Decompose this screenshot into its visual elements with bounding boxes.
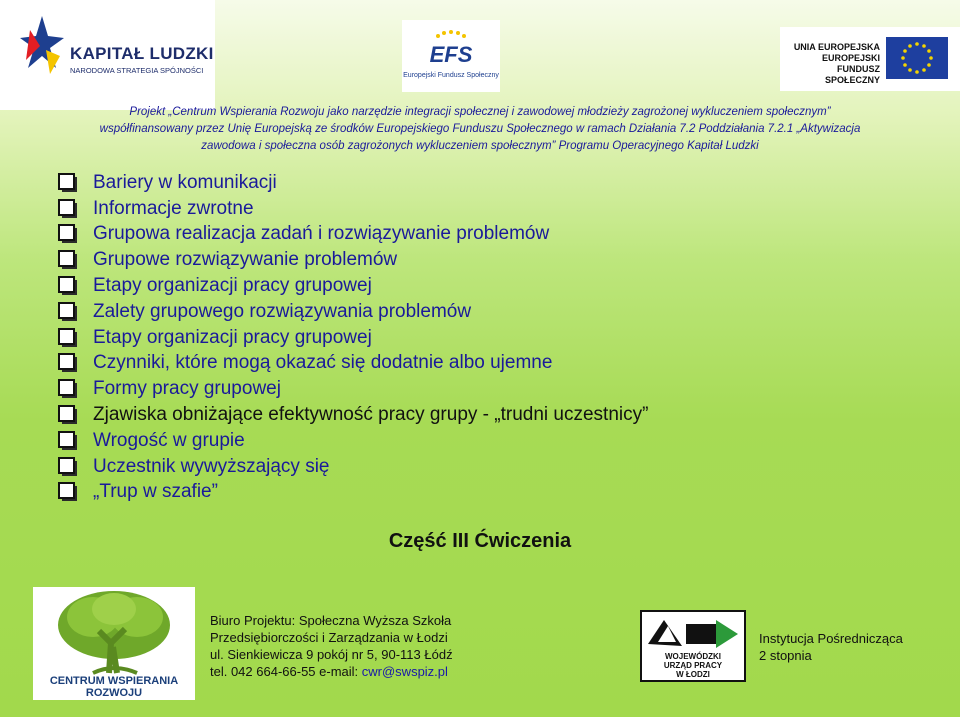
topic-list xyxy=(57,170,648,505)
efs-stars-icon xyxy=(402,28,500,70)
list-item-text: Czynniki, które mogą okazać się dodatnie albo ujemne xyxy=(93,352,553,374)
list-item-text: Grupowa realizacja zadań i rozwiązywanie problemów xyxy=(93,223,550,245)
kapital-ludzki-subtitle: NARODOWA STRATEGIA SPÓJNOŚCI xyxy=(70,66,204,75)
checkbox-icon xyxy=(57,404,79,426)
kapital-ludzki-star-icon xyxy=(20,16,64,78)
phone-text: tel. 042 664-66-55 e-mail: xyxy=(210,664,362,679)
list-item-text: Zalety grupowego rozwiązywania problemów xyxy=(93,300,472,322)
list-item xyxy=(57,222,648,248)
kapital-ludzki-logo xyxy=(0,0,215,110)
wup-logo-line2: URZĄD PRACY xyxy=(663,661,723,670)
list-item-text: Informacje zwrotne xyxy=(93,197,254,219)
project-header-line3: zawodowa i społeczna osób zagrożonych wykluczeniem społecznym” Programu Operacyjnego Kapitał Ludzki xyxy=(201,140,759,152)
list-item-text: Wrogość w grupie xyxy=(93,429,245,451)
section-title: Część III Ćwiczenia xyxy=(388,530,572,552)
list-item-text: Formy pracy grupowej xyxy=(93,378,281,400)
list-item xyxy=(57,428,648,454)
list-item-text: Uczestnik wywyższający się xyxy=(93,455,330,477)
tree-icon xyxy=(33,587,195,675)
efs-mark-text: EFS xyxy=(429,42,473,67)
eu-flag-icon xyxy=(886,37,948,79)
wup-emblem-icon xyxy=(642,612,744,652)
checkbox-icon xyxy=(57,327,79,349)
checkbox-icon xyxy=(57,352,79,374)
cwr-logo-line1: CENTRUM WSPIERANIA xyxy=(49,675,179,687)
list-item xyxy=(57,299,648,325)
list-item xyxy=(57,170,648,196)
checkbox-icon xyxy=(57,481,79,503)
list-item-text: Etapy organizacji pracy grupowej xyxy=(93,326,372,348)
wup-logo-line3: W ŁODZI xyxy=(676,670,710,679)
list-item-text: Bariery w komunikacji xyxy=(93,171,277,193)
list-item-text: Grupowe rozwiązywanie problemów xyxy=(93,249,398,271)
list-item xyxy=(57,196,648,222)
project-office-address xyxy=(210,612,453,680)
list-item xyxy=(57,273,648,299)
list-item xyxy=(57,376,648,402)
list-item-text: Zjawiska obniżające efektywność pracy grupy - „trudni uczestnicy” xyxy=(93,404,649,426)
eu-logo-line1: UNIA EUROPEJSKA xyxy=(793,42,880,52)
kapital-ludzki-title: KAPITAŁ LUDZKI xyxy=(70,44,214,63)
address-line2: Przedsiębiorczości i Zarządzania w Łodzi xyxy=(210,630,448,645)
address-line3: ul. Sienkiewicza 9 pokój nr 5, 90-113 Łódź xyxy=(210,647,453,662)
checkbox-icon xyxy=(57,275,79,297)
list-item xyxy=(57,454,648,480)
checkbox-icon xyxy=(57,378,79,400)
checkbox-icon xyxy=(57,223,79,245)
project-header-line1: Projekt „Centrum Wspierania Rozwoju jako narzędzie integracji społecznej i zawodowej młodzieży zagrożonej wykluczeniem społecznym” xyxy=(129,106,831,118)
eu-logo-text xyxy=(792,42,880,86)
intermediate-institution xyxy=(759,630,903,664)
efs-subtitle: Europejski Fundusz Społeczny xyxy=(403,72,499,79)
list-item-text: „Trup w szafie” xyxy=(93,481,218,503)
checkbox-icon xyxy=(57,198,79,220)
list-item xyxy=(57,351,648,377)
checkbox-icon xyxy=(57,249,79,271)
list-item xyxy=(57,402,648,428)
institution-line2: 2 stopnia xyxy=(759,648,812,663)
email-link[interactable]: cwr@swspiz.pl xyxy=(361,664,448,679)
eu-logo-line3: FUNDUSZ SPOŁECZNY xyxy=(824,64,880,85)
list-item-text: Etapy organizacji pracy grupowej xyxy=(93,275,372,297)
checkbox-icon xyxy=(57,456,79,478)
checkbox-icon xyxy=(57,301,79,323)
checkbox-icon xyxy=(57,172,79,194)
institution-line1: Instytucja Pośrednicząca xyxy=(759,631,903,646)
project-header xyxy=(0,104,960,155)
eu-logo xyxy=(780,27,960,91)
address-line4 xyxy=(210,663,453,680)
list-item xyxy=(57,325,648,351)
checkbox-icon xyxy=(57,430,79,452)
list-item xyxy=(57,247,648,273)
eu-logo-line2: EUROPEJSKI xyxy=(821,53,880,63)
project-header-line2: współfinansowany przez Unię Europejską ze środków Europejskiego Funduszu Społecznego w ramach Działania 7.2 Poddziałania 7.2.1 „Aktywizacja xyxy=(99,123,861,135)
cwr-logo-line2: ROZWOJU xyxy=(85,687,143,699)
wup-logo-line1: WOJEWÓDZKI xyxy=(665,652,721,661)
efs-logo xyxy=(402,20,500,92)
address-line1: Biuro Projektu: Społeczna Wyższa Szkoła xyxy=(210,613,452,628)
list-item xyxy=(57,480,648,506)
cwr-logo xyxy=(33,587,195,700)
wup-logo xyxy=(640,610,746,682)
